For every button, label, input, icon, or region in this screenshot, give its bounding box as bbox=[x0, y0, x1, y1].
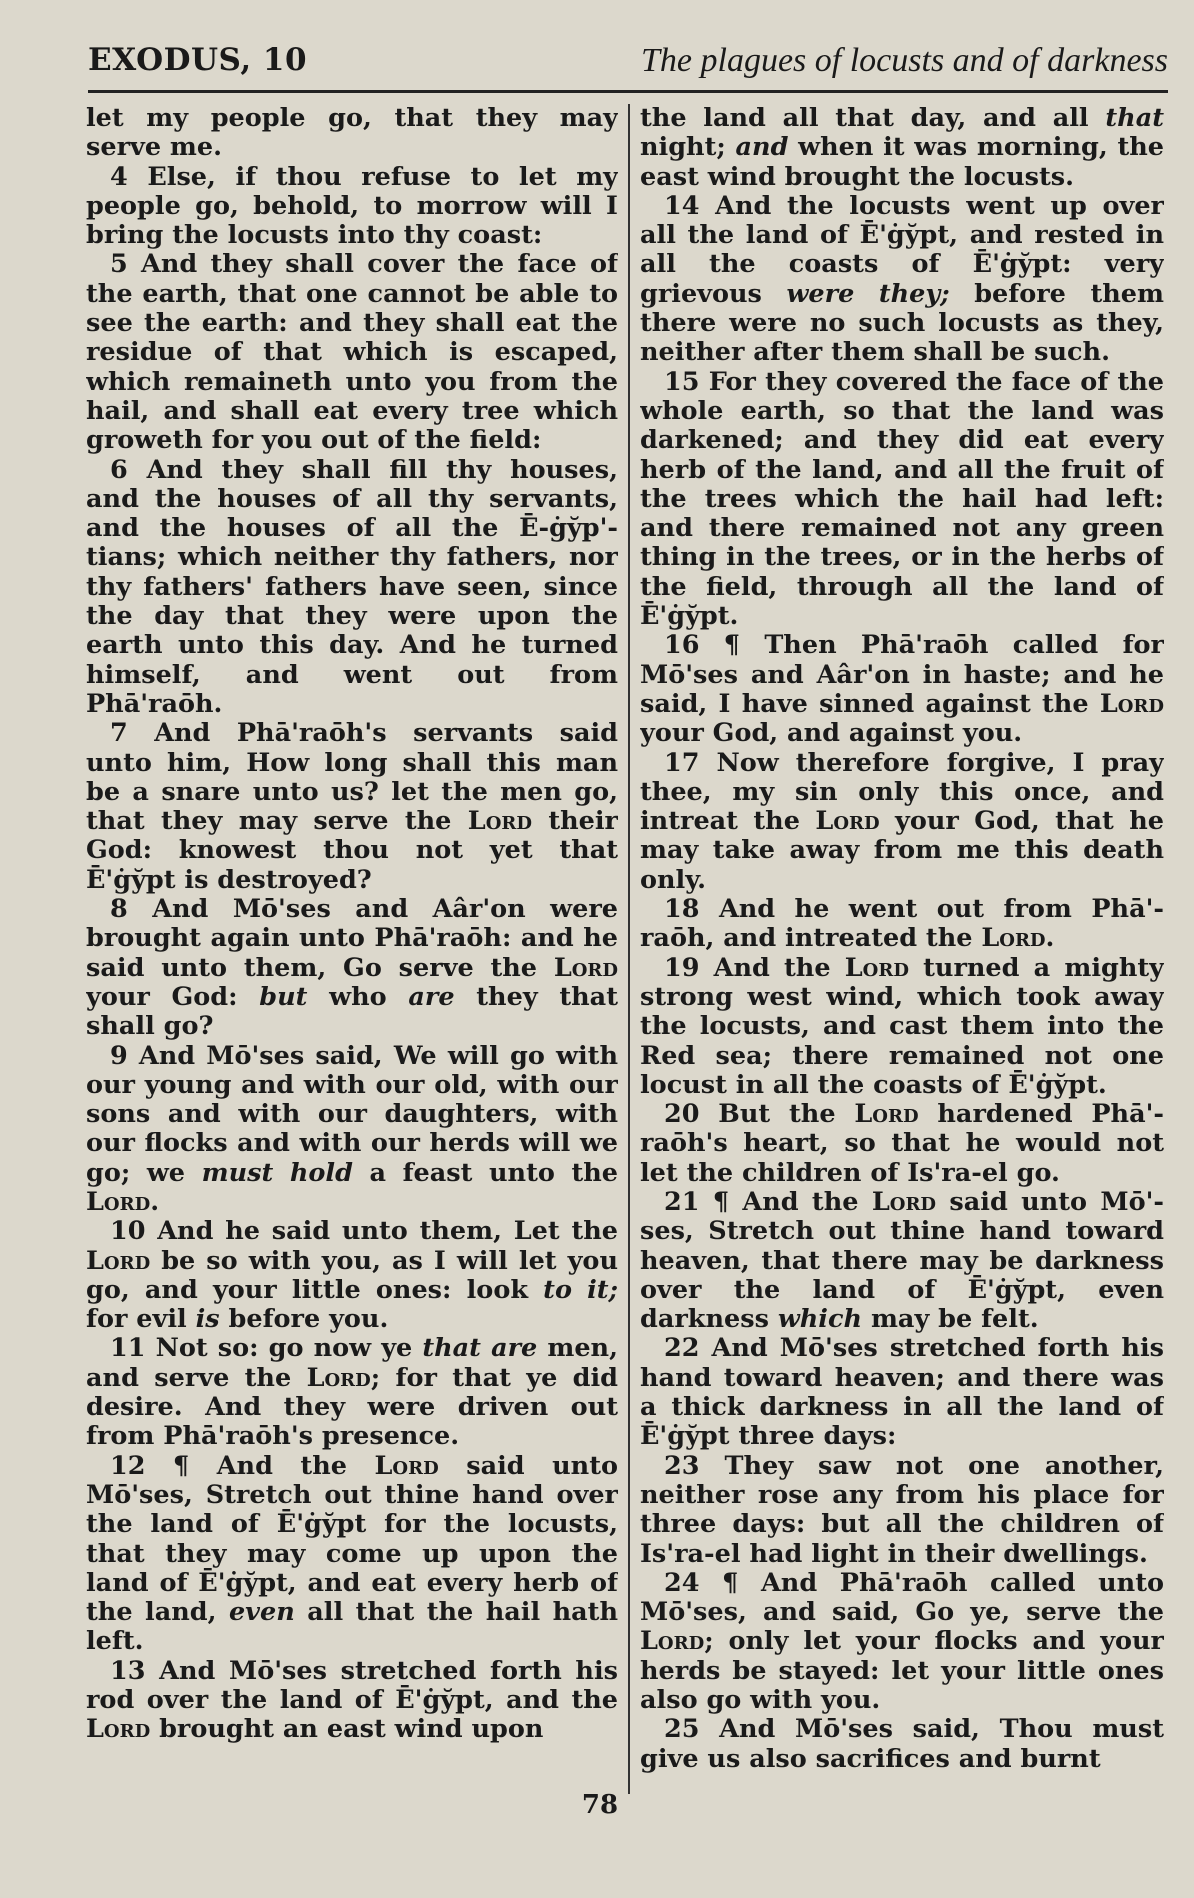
verse-text: 18 And he went out from Phā'-raōh, and intreated the bbox=[640, 894, 1164, 954]
verse-text: ; only let your flocks and your herds be stayed: let your little ones also go with you. bbox=[640, 1626, 1164, 1716]
verse-text: 7 And Phā'raōh's servants said unto him, How long shall this man be a snare unto us? let the men go, that they may serve the bbox=[86, 718, 618, 837]
verse-text: 6 And they shall fill thy houses, and the houses of all thy servants, and the houses of all the Ē-ġy̆p'-tians; which neither thy fathers, nor thy fathers' fathers have seen, since the day that they were upon the earth unto this day. And he turned himself, and went out from Phā'raōh. bbox=[86, 454, 618, 719]
small-caps-text: Lord bbox=[467, 806, 532, 837]
italic-text: to it; bbox=[543, 1274, 618, 1305]
small-caps-text: Lord bbox=[1099, 688, 1164, 719]
small-caps-text: Lord bbox=[553, 952, 618, 983]
verse-text: when it was morning, the east wind brought the locusts. bbox=[640, 132, 1164, 192]
verse-text: 14 And the locusts went up over all the land of Ē'ġy̆pt, and rested in all the coasts of Ē'ġy̆pt: very grievous bbox=[640, 190, 1164, 309]
verse-text: 12 ¶ And the bbox=[110, 1450, 375, 1481]
verse-text: 17 Now therefore forgive, I pray thee, my sin only this once, and intreat the bbox=[640, 747, 1164, 837]
verse bbox=[640, 1452, 1164, 1569]
verse-text: your God: bbox=[86, 981, 260, 1012]
verse bbox=[86, 250, 618, 455]
verse-text: be so with you, as I will let you go, and your little ones: look bbox=[86, 1245, 618, 1305]
small-caps-text: Lord bbox=[871, 1186, 937, 1217]
verse-text: 13 And Mō'ses stretched forth his rod over the land of Ē'ġy̆pt, and the bbox=[86, 1655, 618, 1716]
verse bbox=[640, 895, 1164, 954]
verse-text: 16 ¶ Then Phā'raōh called for Mō'ses and Aâr'on in haste; and he said, I have sinned against the bbox=[640, 630, 1164, 719]
verse-text: 21 ¶ And the bbox=[664, 1186, 872, 1217]
verse-text: 20 But the bbox=[664, 1099, 855, 1130]
verse bbox=[640, 749, 1164, 895]
verse bbox=[640, 192, 1164, 368]
verse bbox=[86, 1217, 618, 1334]
verse-text: they that shall go? bbox=[86, 981, 618, 1042]
italic-text: but bbox=[259, 981, 308, 1012]
verse bbox=[86, 1334, 618, 1451]
small-caps-text: Lord bbox=[981, 923, 1046, 954]
page-header bbox=[88, 38, 1168, 93]
verse bbox=[86, 1452, 618, 1657]
verse-text: who bbox=[307, 981, 409, 1012]
italic-text: even bbox=[228, 1597, 295, 1628]
verse-text: 15 For they covered the face of the whole earth, so that the land was darkened; and they did eat every herb of the land, and all the fruit of the trees which the hail had left: and there remained not any green thing in the trees, or in the herbs of the field, through all the land of Ē'ġy̆pt. bbox=[640, 366, 1164, 632]
verse-text: night; bbox=[640, 132, 736, 163]
verse-text: your God, that he may take away from me this death only. bbox=[640, 806, 1164, 895]
verse-text: let my people go, that they may serve me. bbox=[86, 104, 618, 163]
running-topic-title: The plagues of locusts and of darkness bbox=[641, 42, 1168, 79]
verse-text: for evil bbox=[86, 1304, 196, 1335]
small-caps-text: Lord bbox=[854, 1099, 919, 1130]
verse-text: turned a mighty strong west wind, which took away the locusts, and cast them into the Red sea; there remained not one locust in all the coasts of Ē'ġy̆pt. bbox=[640, 952, 1164, 1100]
left-text-column bbox=[86, 104, 618, 1786]
verse-text: your God, and against you. bbox=[640, 718, 1023, 749]
italic-text: must hold bbox=[201, 1157, 353, 1188]
verse bbox=[640, 1334, 1164, 1451]
verse-text: ; for that ye did desire. And they were driven out from Phā'raōh's presence. bbox=[86, 1362, 618, 1452]
italic-text: are bbox=[408, 981, 455, 1012]
verse-text: 11 Not so: go now ye bbox=[110, 1333, 423, 1364]
verse-continuation bbox=[86, 104, 618, 163]
small-caps-text: Lord bbox=[640, 1626, 705, 1657]
verse-text: brought an east wind upon bbox=[150, 1714, 544, 1745]
verse bbox=[86, 1657, 618, 1745]
verse-text: all that the hail hath left. bbox=[86, 1597, 618, 1657]
right-text-column bbox=[640, 104, 1164, 1786]
verse-text: their God: knowest thou not yet that Ē'ġy̆pt is destroyed? bbox=[86, 806, 618, 895]
verse-text: 24 ¶ And Phā'raōh called unto Mō'ses, and said, Go ye, serve the bbox=[640, 1567, 1164, 1628]
verse bbox=[640, 368, 1164, 632]
verse-text: 25 And Mō'ses said, Thou must give us also sacrifices and burnt bbox=[640, 1714, 1164, 1774]
verse bbox=[86, 719, 618, 895]
verse-text: . bbox=[1045, 923, 1055, 954]
page-number: 78 bbox=[581, 1790, 619, 1820]
verse-text: 4 Else, if thou refuse to let my people go, behold, to morrow will I bring the locusts into thy coast: bbox=[86, 161, 618, 251]
verse-text: before you. bbox=[219, 1304, 389, 1335]
column-divider bbox=[628, 104, 630, 1794]
verse-text: a feast unto the bbox=[352, 1157, 618, 1188]
verse bbox=[640, 1715, 1164, 1774]
small-caps-text: Lord bbox=[844, 952, 909, 983]
italic-text: which bbox=[777, 1304, 863, 1335]
book-chapter-title: EXODUS, 10 bbox=[88, 42, 308, 78]
verse bbox=[640, 1100, 1164, 1188]
verse bbox=[640, 954, 1164, 1100]
verse-text: before them there were no such locusts as they, neither after them shall be such. bbox=[640, 278, 1164, 368]
verse-text: 19 And the bbox=[664, 952, 845, 983]
verse bbox=[86, 895, 618, 1041]
small-caps-text: Lord bbox=[86, 1186, 151, 1217]
small-caps-text: Lord bbox=[815, 806, 880, 837]
italic-text: were they; bbox=[786, 278, 950, 309]
italic-text: that are bbox=[422, 1333, 538, 1364]
verse-text: . bbox=[150, 1186, 160, 1217]
verse-text: 23 They saw not one another, neither rose any from his place for three days: but all the children of Is'ra-el had light in their dwellings. bbox=[640, 1450, 1164, 1569]
verse bbox=[86, 163, 618, 251]
verse-text: hardened Phā'-raōh's heart, so that he would not let the children of Is'ra-el go. bbox=[640, 1099, 1164, 1188]
small-caps-text: Lord bbox=[374, 1450, 439, 1481]
verse bbox=[640, 1188, 1164, 1334]
verse-text: the land all that day, and all bbox=[640, 104, 1106, 133]
italic-text: that bbox=[1105, 104, 1164, 133]
verse-text: 10 And he said unto them, Let the bbox=[110, 1216, 618, 1247]
verse bbox=[640, 631, 1164, 748]
verse-continuation bbox=[640, 104, 1164, 192]
small-caps-text: Lord bbox=[86, 1714, 151, 1745]
italic-text: is bbox=[195, 1304, 220, 1335]
verse-text: may be felt. bbox=[862, 1304, 1039, 1335]
verse-text: 8 And Mō'ses and Aâr'on were brought again unto Phā'raōh: and he said unto them, Go serve the bbox=[86, 894, 618, 983]
verse-text: 22 And Mō'ses stretched forth his hand toward heaven; and there was a thick darkness in all the land of Ē'ġy̆pt three days: bbox=[640, 1333, 1164, 1452]
verse-text: men, and serve the bbox=[86, 1333, 618, 1393]
verse-text: said unto Mō'ses, Stretch out thine hand over the land of Ē'ġy̆pt for the locusts, that they may come up upon the land of Ē'ġy̆pt, and eat every herb of the land, bbox=[86, 1450, 618, 1628]
verse bbox=[86, 1042, 618, 1218]
verse-text: said unto Mō'-ses, Stretch out thine hand toward heaven, that there may be darkness over the land of Ē'ġy̆pt, even darkness bbox=[640, 1186, 1164, 1335]
verse bbox=[640, 1569, 1164, 1715]
verse-text: 9 And Mō'ses said, We will go with our young and with our old, with our sons and with our daughters, with our flocks and with our herds will we go; we bbox=[86, 1040, 618, 1188]
verse bbox=[86, 456, 618, 720]
italic-text: and bbox=[735, 132, 789, 163]
small-caps-text: Lord bbox=[86, 1245, 151, 1276]
small-caps-text: Lord bbox=[306, 1362, 371, 1393]
verse-text: 5 And they shall cover the face of the earth, that one cannot be able to see the earth: and they shall eat the residue of that which is escaped, which remaineth unto you from the hail, and shall eat every tree which groweth for you out of the field: bbox=[86, 249, 618, 456]
